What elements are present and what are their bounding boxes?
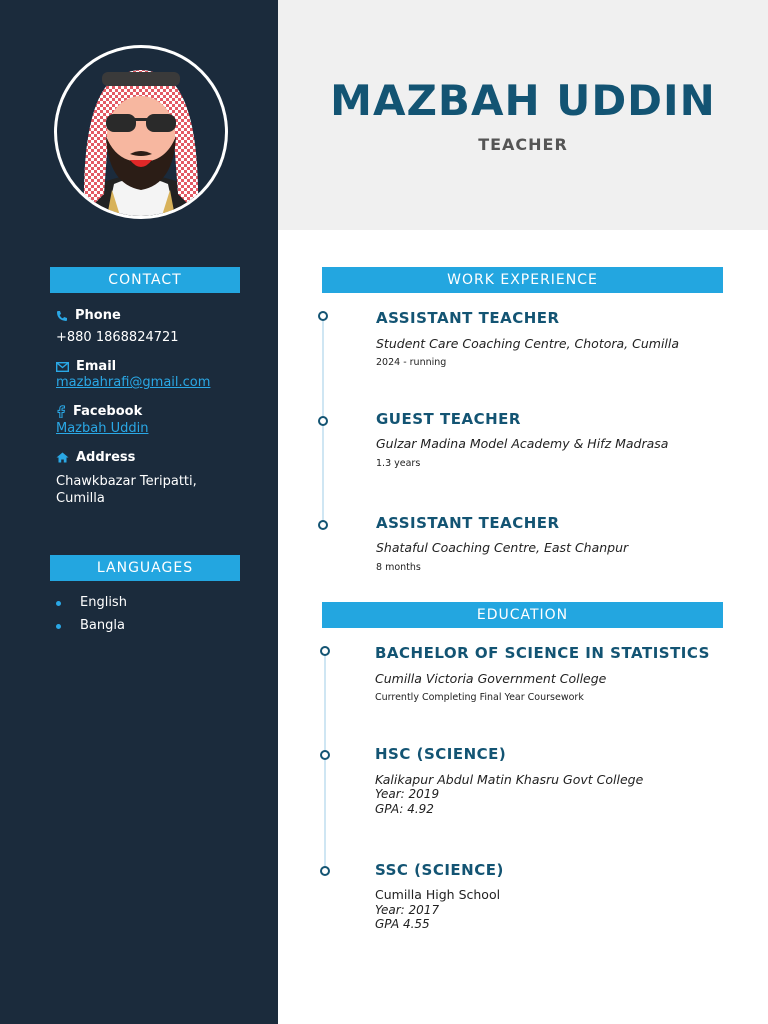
bullet-icon	[56, 601, 61, 606]
job-place: Student Care Coaching Centre, Chotora, Cumilla	[376, 336, 680, 351]
language-item: Bangla	[80, 618, 125, 633]
timeline-dot	[320, 750, 330, 760]
job-title: GUEST TEACHER	[376, 410, 521, 428]
job-title: ASSISTANT TEACHER	[376, 514, 560, 532]
candidate-role: TEACHER	[478, 135, 568, 154]
phone-icon	[56, 310, 68, 322]
facebook-label-text: Facebook	[73, 404, 143, 419]
contact-heading: CONTACT	[50, 267, 240, 293]
institution: Cumilla High School	[375, 887, 501, 902]
timeline-dot	[318, 520, 328, 530]
degree-title: HSC (SCIENCE)	[375, 745, 507, 763]
facebook-link[interactable]: Mazbah Uddin	[56, 421, 149, 436]
degree-year: Year: 2017	[375, 903, 440, 917]
timeline-dot	[320, 646, 330, 656]
degree-title: BACHELOR OF SCIENCE IN STATISTICS	[375, 644, 710, 662]
timeline-dot	[320, 866, 330, 876]
address-line-2: Cumilla	[56, 491, 105, 506]
home-icon	[56, 452, 69, 463]
institution: Kalikapur Abdul Matin Khasru Govt College	[375, 772, 644, 787]
job-period: 1.3 years	[376, 458, 421, 469]
email-link[interactable]: mazbahrafi@gmail.com	[56, 375, 211, 390]
address-label	[56, 450, 135, 465]
education-heading: EDUCATION	[322, 602, 723, 628]
timeline-dot	[318, 416, 328, 426]
bullet-icon	[56, 624, 61, 629]
timeline-dot	[318, 311, 328, 321]
address-line-1: Chawkbazar Teripatti,	[56, 474, 197, 489]
facebook-label	[56, 404, 142, 419]
job-period: 2024 - running	[376, 357, 447, 368]
degree-title: SSC (SCIENCE)	[375, 861, 504, 879]
address-label-text: Address	[76, 450, 136, 465]
email-label	[56, 359, 116, 374]
candidate-name: MAZBAH UDDIN	[330, 76, 716, 125]
institution: Cumilla Victoria Government College	[375, 671, 607, 686]
degree-gpa: GPA 4.55	[375, 917, 430, 931]
job-place: Shataful Coaching Centre, East Chanpur	[376, 540, 629, 555]
phone-label	[56, 308, 121, 323]
languages-heading: LANGUAGES	[50, 555, 240, 581]
avatar	[46, 44, 236, 222]
phone-label-text: Phone	[75, 308, 121, 323]
degree-year: Year: 2019	[375, 787, 440, 801]
degree-gpa: GPA: 4.92	[375, 802, 434, 816]
email-icon	[56, 362, 69, 372]
work-experience-heading: WORK EXPERIENCE	[322, 267, 723, 293]
email-label-text: Email	[76, 359, 117, 374]
facebook-icon	[56, 405, 66, 418]
phone-value: +880 1868824721	[56, 330, 179, 345]
education-timeline	[324, 652, 326, 872]
job-title: ASSISTANT TEACHER	[376, 309, 560, 327]
job-place: Gulzar Madina Model Academy & Hifz Madrasa	[376, 436, 669, 451]
language-item: English	[80, 595, 127, 610]
degree-note: Currently Completing Final Year Coursework	[375, 692, 584, 703]
job-period: 8 months	[376, 562, 421, 573]
